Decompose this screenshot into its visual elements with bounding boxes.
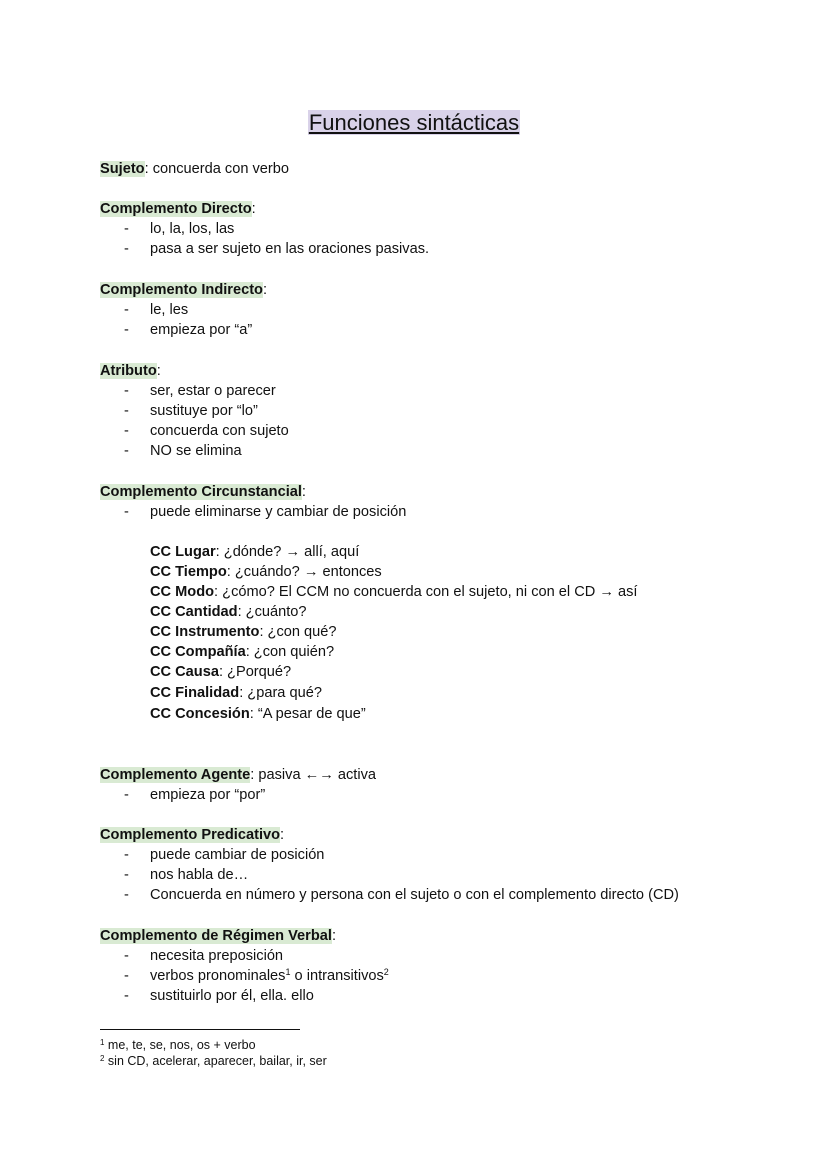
cc-type-tiempo: CC Tiempo: ¿cuándo? → entonces	[150, 564, 382, 580]
cc-type-compania: CC Compañía: ¿con quién?	[150, 644, 335, 660]
cd-heading: Complemento Directo:	[100, 201, 256, 217]
cc-type-concesion: CC Concesión: “A pesar de que”	[150, 706, 366, 722]
agente-heading: Complemento Agente: pasiva ←→ activa	[100, 767, 376, 783]
page-title: Funciones sintácticas	[308, 110, 520, 135]
footnote-ref-2: 2	[383, 967, 389, 977]
predicativo-heading: Complemento Predicativo:	[100, 827, 285, 843]
sujeto-term: Sujeto	[100, 161, 145, 177]
cc-type-causa: CC Causa: ¿Porqué?	[150, 664, 292, 680]
cc-type-instrumento: CC Instrumento: ¿con qué?	[150, 624, 337, 640]
cc-type-finalidad: CC Finalidad: ¿para qué?	[150, 685, 322, 701]
cc-type-modo: CC Modo: ¿cómo? El CCM no concuerda con el sujeto, ni con el CD → así	[150, 584, 638, 600]
sujeto-line: Sujeto: concuerda con verbo	[100, 161, 289, 177]
atributo-heading: Atributo:	[100, 363, 161, 379]
footnote-ref-1: 1	[285, 967, 291, 977]
regimen-heading: Complemento de Régimen Verbal:	[100, 928, 336, 944]
cc-heading: Complemento Circunstancial:	[100, 484, 306, 500]
footnote-divider	[100, 1029, 300, 1030]
cc-type-lugar: CC Lugar: ¿dónde? → allí, aquí	[150, 544, 360, 560]
footnote-1: $^1$ me, te, se, nos, os + verbo	[100, 1038, 256, 1052]
ci-heading: Complemento Indirecto:	[100, 282, 268, 298]
footnote-2: $^2$ sin CD, acelerar, aparecer, bailar, ir, ser	[100, 1054, 327, 1068]
document-page: Funciones sintácticas Sujeto: concuerda con verbo Complemento Directo: - lo, la, los, las - pasa a ser sujeto en las oraciones pasivas. Complemento Indirecto: - le, les - empieza por “a” Atributo: - ser, estar o parecer - sustituye por “lo” - concuerda con sujeto - NO se elimina Complemento Circunstancial: - puede eliminarse y cambiar de posición CC Lugar: ¿dónde? → allí, aquí CC Tiempo: ¿cuándo? → entonces CC Modo: ¿cómo? El CCM no concuerda con el sujeto, ni con el CD → así CC Cantidad: ¿cuánto? CC Instrumento: ¿con qué? CC Compañía: ¿con quién? CC Causa: ¿Porqué? CC Finalidad: ¿para qué? CC Concesión: “A pesar de que” Complemento Agente: pasiva ←→ activa - empieza por “por” Complemento Predicativo: - puede cambiar de posición - nos habla de… - Concuerda en número y persona con el sujeto o con el complemento directo (CD) Complemento de Régimen Verbal: - necesita preposición - verbos pronominales$^1$ o intransitivos$^2$ - sustituirlo por él, ella. ello $^1$ me, te, se, nos, os + verbo $^2$ sin CD, acelerar, aparecer, bailar, ir, ser	[0, 0, 828, 1169]
cc-type-cantidad: CC Cantidad: ¿cuánto?	[150, 604, 307, 620]
